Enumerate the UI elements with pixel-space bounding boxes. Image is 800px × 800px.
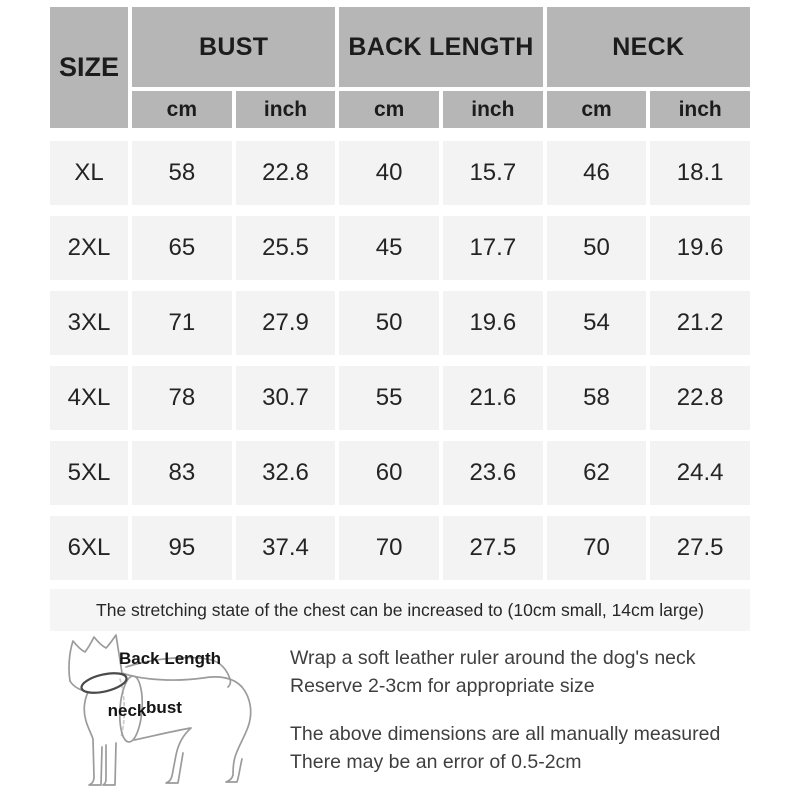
unit-header-bust-inch: inch [236,91,336,128]
neck-header-cell: NECK [547,7,750,87]
measuring-instructions [290,633,720,776]
dog-hind-leg [226,687,251,782]
neck-collar [80,670,129,697]
table-cell: 50 [547,216,647,280]
table-cell: 70 [547,516,647,580]
table-row [50,516,750,580]
instruction-line: There may be an error of 0.5-2cm [290,750,582,773]
dog-measurement-diagram [40,633,290,798]
table-cell: 40 [339,141,439,205]
table-row [50,291,750,355]
table-cell: 65 [132,216,232,280]
instruction-line: Reserve 2-3cm for appropriate size [290,674,595,697]
table-cell: 37.4 [236,516,336,580]
size-header-cell: SIZE [50,7,128,128]
dog-front-leg-2 [103,743,116,785]
table-cell: 62 [547,441,647,505]
table-cell: 83 [132,441,232,505]
table-cell: 19.6 [443,291,543,355]
unit-header-bust-cm: cm [132,91,232,128]
bust-label: bust [146,698,182,717]
table-cell: 32.6 [236,441,336,505]
neck-label: neck [107,701,147,720]
table-cell: 22.8 [236,141,336,205]
table-cell: 21.6 [443,366,543,430]
table-cell: 55 [339,366,439,430]
size-cell: 4XL [50,366,128,430]
measuring-guide-section [40,633,762,798]
size-cell: 5XL [50,441,128,505]
table-cell: 27.5 [443,516,543,580]
size-table [50,7,750,631]
table-cell: 46 [547,141,647,205]
table-cell: 22.8 [650,366,750,430]
table-cell: 24.4 [650,441,750,505]
table-cell: 18.1 [650,141,750,205]
unit-header-neck-inch: inch [650,91,750,128]
table-cell: 60 [339,441,439,505]
stretch-note: The stretching state of the chest can be increased to (10cm small, 14cm large) [50,589,750,631]
table-row [50,366,750,430]
table-cell: 27.5 [650,516,750,580]
table-cell: 27.9 [236,291,336,355]
table-row [50,141,750,205]
table-cell: 71 [132,291,232,355]
size-cell: 2XL [50,216,128,280]
unit-header-back-cm: cm [339,91,439,128]
table-cell: 23.6 [443,441,543,505]
table-cell: 95 [132,516,232,580]
size-cell: XL [50,141,128,205]
instruction-line: Wrap a soft leather ruler around the dog's neck [290,647,696,669]
back-length-header-cell: BACK LENGTH [339,7,542,87]
dog-front-leg [84,692,102,785]
table-cell: 54 [547,291,647,355]
instruction-paragraph [290,721,720,776]
table-cell: 70 [339,516,439,580]
unit-header-back-inch: inch [443,91,543,128]
table-cell: 17.7 [443,216,543,280]
bust-header-cell: BUST [132,7,335,87]
table-cell: 30.7 [236,366,336,430]
table-row [50,441,750,505]
table-cell: 15.7 [443,141,543,205]
back-length-label: Back Length [118,649,222,668]
table-cell: 78 [132,366,232,430]
size-cell: 6XL [50,516,128,580]
table-header [50,7,750,128]
table-cell: 50 [339,291,439,355]
table-cell: 58 [132,141,232,205]
table-cell: 21.2 [650,291,750,355]
dog-belly [134,728,191,783]
unit-header-neck-cm: cm [547,91,647,128]
table-cell: 45 [339,216,439,280]
size-cell: 3XL [50,291,128,355]
instruction-line: The above dimensions are all manually measured [290,723,721,745]
table-cell: 25.5 [236,216,336,280]
table-row [50,216,750,280]
instruction-paragraph [290,645,720,700]
table-cell: 19.6 [650,216,750,280]
table-cell: 58 [547,366,647,430]
